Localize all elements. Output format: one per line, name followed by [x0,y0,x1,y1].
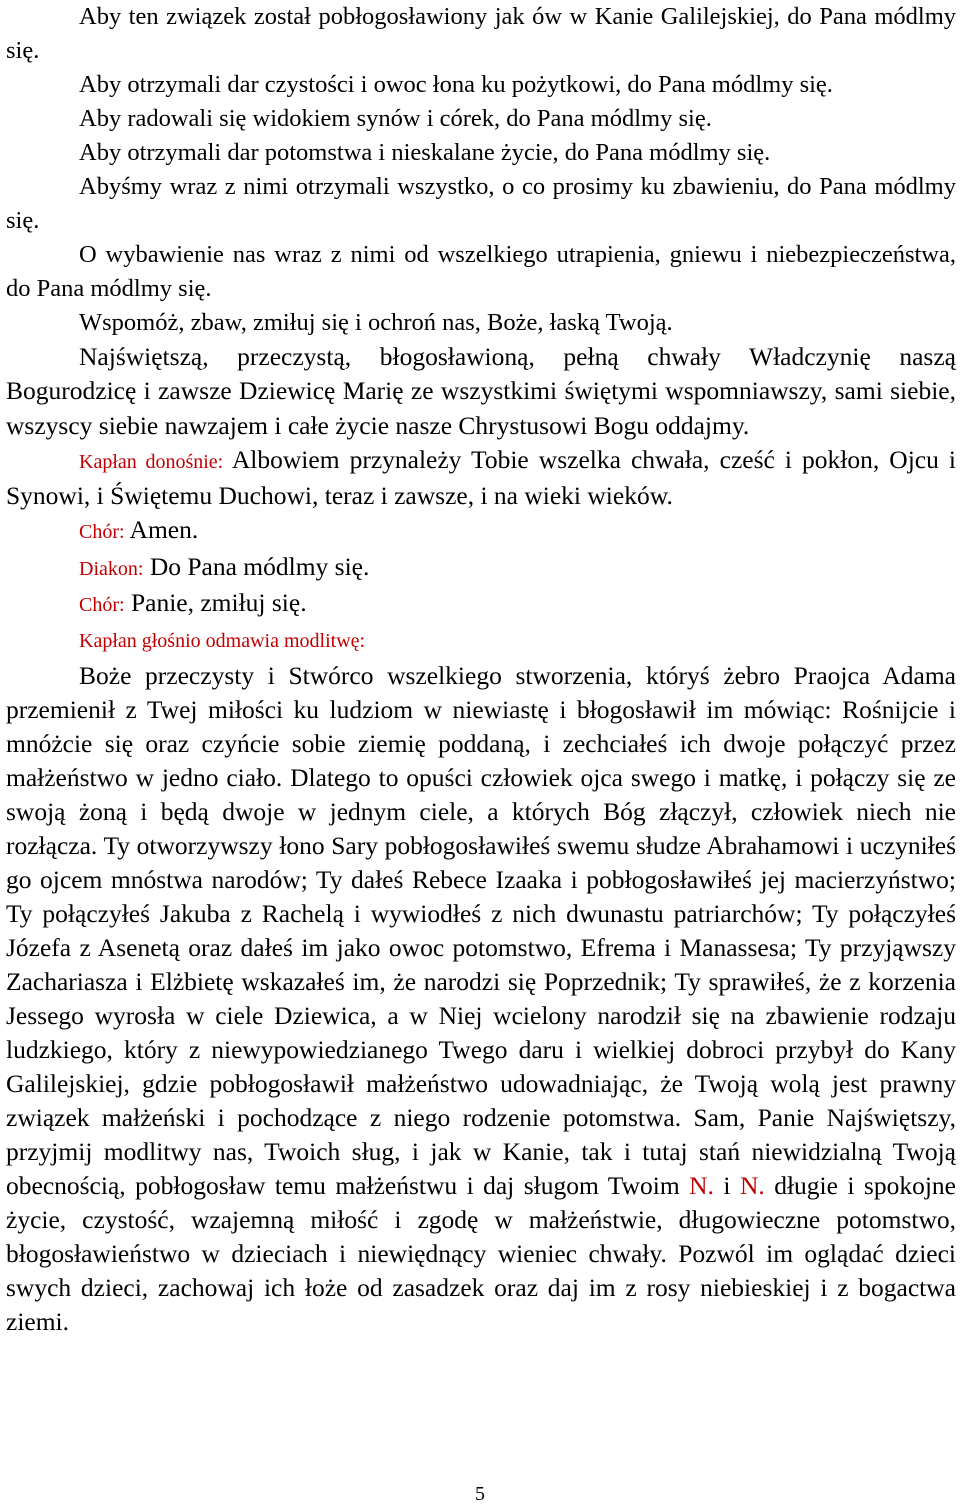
name-placeholder-2: N. [739,1170,765,1200]
prayer-text-part1: Boże przeczysty i Stwórco wszelkiego stworzenia, któryś żebro Praojca Adama przemienił z Twej miłości ku ludziom w niewiastę i błogosławił im mówiąc: Rośnijcie i mnóżcie się oraz czyńcie sobie ziemię poddaną, i zechciałeś ich dwoje połączyć przez małżeństwo w jedno ciało. Dlatego to opuści człowiek ojca swego i matkę, i połączy się ze swoją żoną i będą dwoje w jednym ciele, a których Bóg złączył, człowiek niech nie rozłącza. Ty otworzywszy łono Sary pobłogosławiłeś swemu słudze Abrahamowi i uczyniłeś go ojcem mnóstwa narodów; Ty dałeś Rebece Izaaka i pobłogosławiłeś jej macierzyństwo; Ty połączyłeś Jakuba z Rachelą i wywiodłeś z nich dwunastu patriarchów; Ty połączyłeś Józefa z Asenetą oraz dałeś im jako owoc potomstwo, Efrema i Manassesa; Ty przyjąwszy Zachariasza i Elżbietę wskazałeś im, że narodzi się Poprzednik; Ty sprawiłeś, że z korzenia Jessego wyrosła w ciele Dziewica, a w Niej wcielony narodził się na zbawienie rodzaju ludzkiego, który z niewypowiedzianego Twego daru i wielkiej dobroci przybył do Kany Galilejskiej, gdzie pobłogosławił małżeństwo udowadniając, że Twoją wolą jest prawny związek małżeński i pochodzące z niego rodzenie potomstwa. Sam, Panie Najświętszy, przyjmij modlitwy nas, Twoich sług, i jak w Kanie, tak i tutaj stań niewidzialną Twoją obecnością, pobłogosław temu małżeństwu i daj sługom Twoim [6,660,956,1200]
petition-1: Aby ten związek został pobłogosławiony jak ów w Kanie Galilejskiej, do Pana módlmy się. [6,3,956,64]
petition-6: O wybawienie nas wraz z nimi od wszelkiego utrapienia, gniewu i niebezpieczeństwa, do Pana módlmy się. [6,241,956,302]
response-amen [6,513,956,549]
response-text: Amen. [129,515,199,545]
prayer-rubric: Kapłan głośnio odmawia modlitwę: [79,630,366,653]
prayer-paragraph [6,659,956,1339]
prayer-text-part2: długie i spokojne życie, czystość, wzajemną miłość i zgodę w małżeństwie, długowieczne potomstwo, błogosławieństwo w dzieciach i niewiędnący wieniec chwały. Pozwól im oglądać dzieci swych dzieci, zachowaj ich łoże od zasadzek oraz daj im z rosy niebieskiej i z bogactwa ziemi. [6,1170,956,1336]
petition-5: Abyśmy wraz z nimi otrzymali wszystko, o co prosimy ku zbawieniu, do Pana módlmy się. [6,173,956,234]
commemoration-paragraph: Najświętszą, przeczystą, błogosławioną, pełną chwały Władczynię naszą Bogurodzicę i zawsze Dziewicę Marię ze wszystkimi świętymi wspomniawszy, sami siebie, wszyscy siebie nawzajem i całe życie nasze Chrystusowi Bogu oddajmy. [6,342,956,440]
petition-4: Aby otrzymali dar potomstwa i nieskalane życie, do Pana módlmy się. [79,139,771,166]
page-number: 5 [475,1483,485,1505]
document-page [6,0,956,1339]
petition-7: Wspomóż, zbaw, zmiłuj się i ochroń nas, Boże, łaską Twoją. [79,309,673,336]
petition-2: Aby otrzymali dar czystości i owoc łona ku pożytkowi, do Pana módlmy się. [79,71,833,98]
conjunction: i [723,1170,731,1200]
prayer-rubric-line [6,622,956,658]
petition-3: Aby radowali się widokiem synów i córek, do Pana módlmy się. [79,105,712,132]
response-rubric: Chór: [79,521,125,544]
exclamation-text: Albowiem przynależy Tobie wszelka chwała, cześć i pokłon, Ojcu i Synowi, i Świętemu Duchowi, teraz i zawsze, i na wieki wieków. [6,444,957,511]
exclamation-paragraph [6,443,956,514]
response-deacon [6,550,956,586]
name-placeholder-1: N. [689,1170,714,1200]
response-rubric: Diakon: [79,557,144,580]
exclamation-rubric: Kapłan donośnie: [79,450,224,473]
response-text: Panie, zmiłuj się. [130,588,307,618]
response-choir [6,586,956,622]
response-rubric: Chór: [79,594,125,617]
response-text: Do Pana módlmy się. [149,551,370,581]
